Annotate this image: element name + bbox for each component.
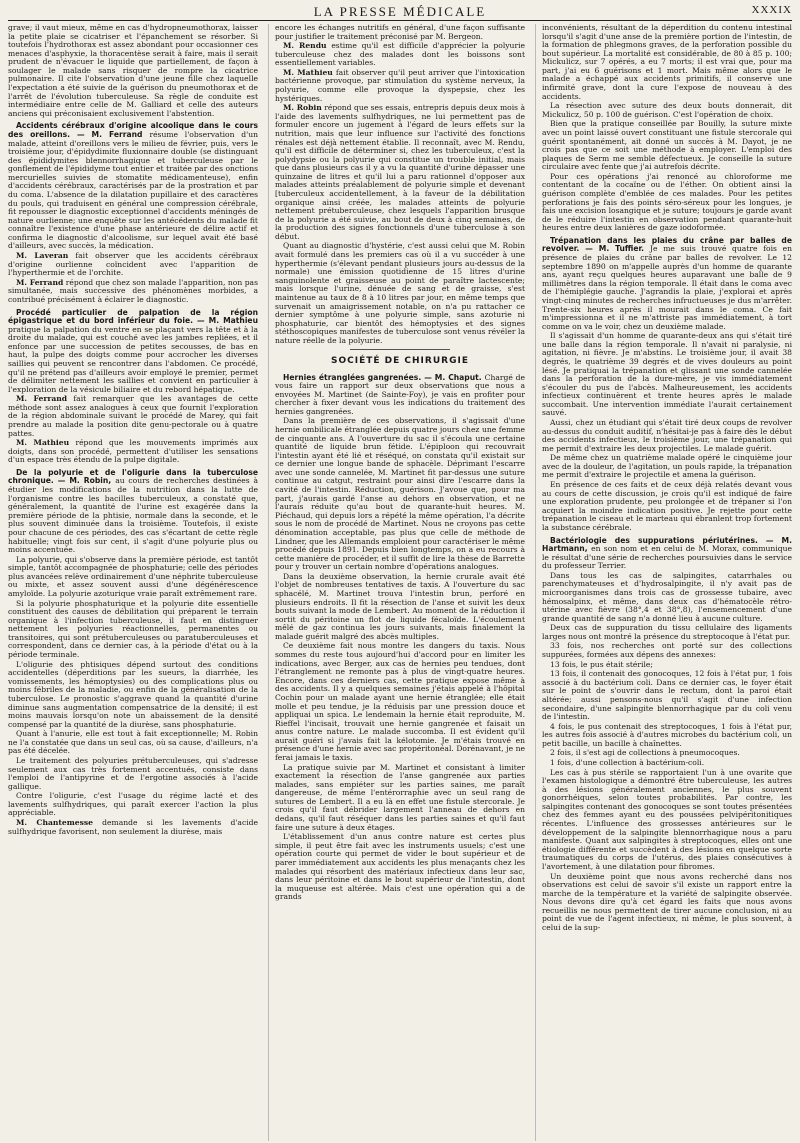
- section-divider: [350, 349, 450, 350]
- paragraph-text: estime qu'il est difficile d'apprécier la polyurie tuberculeuse chez des malades dont les boissons sont essentiellement variables.: [275, 41, 525, 68]
- paragraph: 2 fois, il s'est agi de collections à pneumocoques.: [550, 748, 740, 758]
- author-name: — M. Hartmann,: [542, 535, 792, 554]
- author-name: M. Rendu: [283, 41, 327, 51]
- paragraph: Le traitement des polyuries prétuberculeuses, qui s'adresse seulement aux cas très fortement accentués, consiste dans l'emploi de l'antipyrine et de l'ergotine associés à l'acide gallique.: [8, 755, 258, 791]
- paragraph: La résection avec suture des deux bouts donnerait, dit Mickulicz, 50 p. 100 de guérison. C'est l'opération de choix.: [542, 101, 792, 119]
- article-heading: [8, 469, 258, 555]
- paragraph-text: répond que chez son malade l'apparition, non pas simultanée, mais successive des phénomènes morbides, a contribué précisément à éclairer le diagnostic.: [8, 277, 258, 304]
- paragraph: 13 fois, il contenait des gonocoques, 12 fois à l'état pur, 1 fois associé à du bactérium coli. Dans ce dernier cas, le foyer était sur le point de s'ouvrir dans le rectum, dont la paroi était altérée; aussi pensons-nous qu'il s'agit d'une infection secondaire, d'une salpingite blennorrhagique par du coli venu de l'intestin.: [542, 669, 792, 722]
- article-heading: [275, 374, 525, 417]
- paragraph: [8, 439, 258, 465]
- journal-title: LA PRESSE MÉDICALE: [313, 4, 487, 19]
- column-3: [535, 24, 792, 1141]
- heading-text: Hernies étranglées gangrenées.: [283, 372, 422, 382]
- paragraph: résume l'observation d'un malade, atteint d'oreillons vers le milieu de février, puis, vers le troisième jour, d'épidydimite fluxionnaire double (se distinguant des épididymites blennorrhagique et tuberculeuse par le gonflement de l'épididyme tout entier et traitée par des onctions mercurielles suivies de stomatite médicamenteuse), enfin d'accidents cérébraux, caractérisés par de la prostration et par du coma. L'absence de la dilatation pupillaire et des caractères du pouls, qui traduisent en général une compression cérébrale, fit repousser le diagnostic exceptionnel d'accidents méningés de nature ourlienne; une enquête sur les antécédents du malade fit connaître l'existence d'une phase antérieure de délire actif et confirma le diagnostic d'alcoolisme, sur lequel avait été basé d'ailleurs, avec succès, la médication.: [8, 129, 258, 251]
- heading-text: Procédé particulier de palpation de la région épigastrique et du bord inférieur du foie.: [8, 307, 258, 326]
- paragraph: grave; il vaut mieux, même en cas d'hydropneumothorax, laisser la petite plaie se cicatriser et l'épanchement se résorber. Si toutefois l'hydrothorax est assez abondant pour occasionner ces menaces d'asphyxie, la thoracentèse serait à faire, mais il serait prudent de n'évacuer le liquide que partiellement, de façon à soulager le malade sans risquer de rompre la cicatrice pulmonaire. Il cite l'observation d'une jeune fille chez laquelle l'expectation a été suivie de la guérison du pneumothorax et de l'arrêt de l'évolution tuberculeuse. Sa règle de conduite est intermédiaire entre celle de M. Galliard et celle des auteurs anciens qui préconisaient exclusivement l'abstention.: [8, 24, 258, 118]
- author-name: M. Laveran: [16, 251, 69, 261]
- paragraph: Quant au diagnostic d'hystérie, c'est aussi celui que M. Robin avait formulé dans les premiers cas où il a vu succéder à une hyperthermie (s'élevant pendant plusieurs jours au-dessus de la normale) une émission quotidienne de 15 litres d'urine sanguinolente et graisseuse au point de paraître lactescente; mais lorsque l'urine, dénuée de sang et de graisse, s'est maintenue au taux de 8 à 10 litres par jour, en même temps que survenait un amaigrissement notable, on n'a pu rattacher ce dernier symptôme à une polyurie simple, sans azoturie ni phosphaturie, car bientôt des hémoptysies et des signes stéthoscopiques manifestes de tuberculose sont venus révéler la nature réelle de la polyurie.: [275, 241, 525, 345]
- paragraph: [275, 42, 525, 68]
- paragraph: au cours de recherches destinées à étudier les modifications de la nutrition dans la lutte de l'organisme contre les bacilles tuberculeux, a constaté que, généralement, la quantité de l'urine est exagérée dans la première période de la phtisie, normale dans la seconde, et le plus souvent diminuée dans la troisième. Toutefois, il existe pour chacune de ces périodes, des cas s'écartant de cette règle habituelle; vingt fois sur cent, il s'agit d'une polyurie plus ou moins accentuée.: [8, 476, 258, 555]
- paragraph-text: fait observer qu'il peut arriver que l'intoxication bactérienne provoque, par stimulation du système nerveux, la polyurie, comme elle provoque la dyspepsie, chez les hystériques.: [275, 67, 525, 103]
- author-name: — M. Chaput.: [424, 372, 482, 382]
- paragraph-text: répond que les mouvements imprimés aux doigts, dans son procédé, permettent d'utiliser les sensations d'un espace très étendu de la pulpe digitale.: [8, 438, 258, 465]
- paragraph: encore les échanges nutritifs en général, d'une façon suffisante pour justifier le traitement préconisé par M. Bergeon.: [275, 24, 525, 41]
- author-name: M. Mathieu: [283, 67, 333, 77]
- paragraph: 33 fois, nos recherches ont porté sur des collections suppurées, formées aux dépens des annexes:: [542, 641, 792, 660]
- paragraph: Ce deuxième fait nous montre les dangers du taxis. Nous sommes du reste tous aujourd'hui d'accord pour en limiter les indications, avec Berger, aux cas de hernies peu tendues, dont l'étranglement ne remonte pas à plus de vingt-quatre heures. Encore, dans ces derniers cas, cette pratique expose même à des accidents. Il y a quelques semaines j'étais appelé à l'hôpital Cochin pour un malade ayant une hernie étranglée; elle était molle et peu tendue, je la réduisis par une pression douce et appliquai un spica. Le lendemain la hernie était reproduite, M. Rieffel l'incisait, trouvait une hernie gangrenée et faisait un anus contre nature. Le malade succomba. Il est évident qu'il aurait guéri si j'avais fait la kélotomie. Je m'étais trouvé en présence d'une hernie avec sac propéritonéal. Dorénavant, je ne ferai jamais le taxis.: [275, 641, 525, 762]
- author-name: M. Robin: [283, 103, 322, 113]
- paragraph: [8, 279, 258, 305]
- author-name: — M. Ferrand: [77, 129, 143, 139]
- paragraph: De même chez un quatrième malade opéré le cinquième jour avec de la douleur, de l'agitation, un pouls rapide, la trépanation me permit d'extraire le projectile et amena la guérison.: [542, 453, 792, 480]
- paragraph: inconvénients, résultant de la déperdition du contenu intestinal lorsqu'il s'agit d'une anse de la première portion de l'intestin, de la formation de phlegmons graves, de la perforation possible du bout supérieur. La mortalité est considérable, de 80 à 85 p. 100; Mickulicz, sur 7 opérés, a eu 7 morts; il est vrai que, pour ma part, j'ai eu 6 guérisons et 1 mort. Mais même alors que le malade a échappé aux accidents primitifs, il conserve une infirmité grave, dont la cure l'expose de nouveau à des accidents.: [542, 24, 792, 101]
- article-heading: [8, 122, 258, 251]
- paragraph: Dans la deuxième observation, la hernie crurale avait été l'objet de nombreuses tentatives de taxis. A l'ouverture du sac sphacélé, M. Martinet trouva l'intestin brun, perforé en plusieurs endroits. Il fit la résection de l'anse et suivit les deux bouts suivant la mode de Lembert. Au moment de la réduction il sortit du péritoine un flot de liquide fécaloïde. L'écoulement mêlé de gaz continua les jours suivants, mais finalement la malade guérit malgré des abcès multiples.: [275, 571, 525, 641]
- paragraph: Un deuxième point que nous avons recherché dans nos observations est celui de savoir s'il existe un rapport entre la marche de la température et la variété de salpingite observée. Nous devons dire qu'à cet égard les faits que nous avons recueillis ne nous permettent de tirer aucune conclusion, ni au point de vue de l'agent infectieux, ni même, le plus souvent, à celui de la sup-: [542, 871, 792, 932]
- paragraph: Les cas à pus stérile se rapportaient l'un à une ovarite que l'examen histologique a démontré être tuberculeuse, les autres à des lésions généralement anciennes, le plus souvent gonorrhéiques, selon toutes probabilités. Par contre, les salpingites contenant des gonocoques se sont toutes présentées chez des femmes ayant eu des poussées pelvipéritonitiques récentes. L'influence des grossesses antérieures sur le développement de la salpingite blennorrhagique nous a paru manifeste. Quant aux salpingites à streptocoques, elles ont une étiologie différente et succèdent à des lésions en quelque sorte traumatiques du corps de l'utérus, des plaies consécutives à l'avortement, à une dilatation pour fibromes.: [542, 767, 792, 871]
- paragraph: Si la polyurie phosphaturique et la polyurie dite essentielle constituent des causes de débilitation qui préparent le terrain organique à l'infection tuberculeuse, il faut en distinguer nettement les polyuries réactionnelles, permanentes ou transitoires, qui sont prétuberculeuses ou paratuberculeuses et correspondent, dans ce dernier cas, à la période d'état ou à la période terminale.: [8, 598, 258, 660]
- paragraph: Deux cas de suppuration du tissu cellulaire des ligaments larges nous ont montré la présence du streptocoque à l'état pur.: [542, 623, 792, 641]
- heading-text: De la polyurie et de l'oligurie dans la tuberculose chronique.: [8, 467, 258, 486]
- paragraph: La pratique suivie par M. Martinet et consistant à limiter exactement la résection de l'anse gangrenée aux parties malades, sans empiéter sur les parties saines, me paraît dangereuse, de même l'entérorraphie avec un seul rang de sutures de Lembert. Il a eu là en effet une fistule stercorale. Je crois qu'il faut débrider largement l'anneau de dehors en dedans, qu'il faut réséquer dans les parties saines et qu'il faut faire une suture à deux étages.: [275, 762, 525, 832]
- author-name: — M. Tuffier.: [585, 244, 645, 254]
- paragraph-text: demande si les lavements d'acide sulfhydrique favorisent, non seulement la diurèse, mais: [8, 818, 258, 836]
- section-title: SOCIÉTÉ DE CHIRURGIE: [331, 356, 469, 367]
- author-name: M. Mathieu: [16, 438, 70, 448]
- heading-text: Trépanation dans les plaies du crâne par balles de revolver.: [542, 235, 792, 254]
- author-name: M. Chantemesse: [16, 818, 94, 828]
- paragraph-text: répond que ses essais, entrepris depuis deux mois à l'aide des lavements sulfhydriques, ne lui permettent pas de formuler encore un jugement à l'égard de leurs effets sur la nutrition, mais que leur influence sur l'activité des fonctions rénales est déjà nettement établie. Il reconnaît, avec M. Rendu, qu'il est difficile de déterminer si, chez les tuberculeux, c'est la polydypsie ou la polyurie qui constitue un trouble initial, mais que dans plusieurs cas il y a vu la quantité d'urine dépasser une quinzaine de litres et qu'il lui a paru rationnel d'opposer aux malades atteints préalablement de polyurie simple et devenant [tuberculeux accidentellement, à la faveur de la débilitation organique ainsi créée, les malades atteints de polyurie nettement prétuberculeuse, chez lesquels l'apparition brusque de la polyurie a été suivie, au bout de deux à cinq semaines, de la production des signes fonctionnels d'une tuberculose à son début.: [275, 103, 525, 241]
- paragraph: [8, 252, 258, 278]
- author-name: — M. Mathieu: [197, 316, 258, 326]
- paragraph: en son nom et en celui de M. Morax, communique le résultat d'une série de recherches poursuivies dans le service du professeur Terrier.: [542, 544, 792, 571]
- paragraph: [8, 395, 258, 438]
- paragraph: Dans tous les cas de salpingites, catarrhales ou parenchymateuses et d'hydrosalpingite, il n'y avait pas de microorganismes dans trois cas de grossesse tubaire, avec hémosalpinx, et même, dans deux cas d'hématocèle rétro-utérine avec fièvre (38°,4 et 38°,8), l'ensemencement d'une grande quantité de sang n'a donné lieu à aucune culture.: [542, 570, 792, 623]
- paragraph: [8, 819, 258, 836]
- paragraph: Il s'agissait d'un homme de quarante-deux ans qui s'était tiré une balle dans la région temporale. Il n'avait ni paralysie, ni agitation, ni fièvre. Je m'abstins. Le troisième jour, il avait 38 degrés, le quatrième 39 degrés et de vives douleurs au point lésé. Je pratiquai la trépanation et glissant une sonde cannelée dans la perforation de la dure-mère, je vis immédiatement s'écouler du pus de l'abcès. Malheureusement, les accidents infectieux continuèrent et trente heures après le malade succombait. Une intervention immédiate l'aurait certainement sauvé.: [542, 331, 792, 418]
- paragraph: En présence de ces faits et de ceux déjà relatés devant vous au cours de cette discussion, je crois qu'il est indiqué de faire une exploration prudente, peu prolongée et de trépaner si l'on acquiert la moindre indication positive. Je rejette pour cette trépanation le ciseau et le marteau qui ébranlent trop fortement la substance cérébrale.: [542, 480, 792, 532]
- author-name: M. Ferrand: [16, 277, 64, 287]
- paragraph: Quant à l'anurie, elle est tout à fait exceptionnelle; M. Robin ne l'a constatée que dans un seul cas, où sa cause, d'ailleurs, n'a pas été décelée.: [8, 729, 258, 756]
- page-number: XXXIX: [751, 4, 792, 16]
- paragraph: Contre l'oligurie, c'est l'usage du régime lacté et des lavements sulfhydriques, qui paraît exercer l'action la plus appréciable.: [8, 791, 258, 818]
- paragraph: Chargé de vous faire un rapport sur deux observations que nous a envoyées M. Martinet (de Sainte-Foy), je vais en profiter pour chercher à fixer devant vous les indications du traitement des hernies gangrenées.: [275, 372, 525, 416]
- paragraph: Aussi, chez un étudiant qui s'était tiré deux coups de revolver au-dessus du conduit auditif, n'hésitai-je pas à faire dès le début des accidents infectieux, le troisième jour, une trépanation qui me permit d'extraire les deux projectiles. Le malade guérit.: [542, 418, 792, 453]
- article-heading: [8, 309, 258, 395]
- article-heading: [542, 237, 792, 331]
- paragraph: pratique la palpation du ventre en se plaçant vers la tête et à la droite du malade, qui est couché avec les jambes repliées, et il enfonce par une succession de petites secousses, de bas en haut, la pulpe des doigts comme pour accrocher les diverses saillies qui peuvent se rencontrer dans l'abdomen. Ce procédé, qu'il ne prétend pas d'ailleurs avoir employé le premier, permet de délimiter nettement les saillies et convient en particulier à l'exploration de la vésicule biliaire et du rebord hépatique.: [8, 324, 258, 394]
- author-name: — M. Robin,: [57, 476, 112, 486]
- paragraph: 4 fois, le pus contenait des streptocoques, 1 fois à l'état pur, les autres fois associé à d'autres microbes du bactérium coli, un petit bacille, un bacille à chaînettes.: [542, 721, 792, 748]
- paragraph: [275, 69, 525, 103]
- paragraph: Bien que la pratique conseillée par Bouilly, la suture mixte avec un point laissé ouvert constituant une fistule stercorale qui guérit spontanément, ait donné un succès à M. Dayot, je ne crois pas que ce soit une méthode à employer. L'emploi des plaques de Serm me semble défectueux. Je conseille la suture circulaire avec fente que j'ai autrefois décrite.: [542, 119, 792, 172]
- paragraph: 1 fois, d'une collection à bactérium-coli.: [550, 757, 705, 767]
- article-heading: [542, 537, 792, 571]
- paragraph-text: fait remarquer que les avantages de cette méthode sont assez analogues à ceux que fournit l'exploration de la région abdominale suivant le procédé de Marey, qui fait prendre au malade la position dite genu-pectorale ou à quatre pattes.: [8, 394, 258, 438]
- column-2: [268, 24, 525, 1141]
- paragraph: L'oligurie des phtisiques dépend surtout des conditions accidentelles (déperditions par les sueurs, la diarrhée, les vomissements, les hémoptysies) ou des complications plus ou moins fébriles de la maladie, ou enfin de la généralisation de la tuberculose. Le pronostic s'aggrave quand la quantité d'urine diminue sans augmentation compensatrice de la densité; il est moins mauvais lorsqu'on note un abaissement de la densité compensé par la quantité de la diurèse, sans phosphaturie.: [8, 659, 258, 729]
- masthead: [8, 2, 792, 21]
- author-name: M. Ferrand: [16, 394, 68, 404]
- paragraph-text: fait observer que les accidents cérébraux d'origine ourlienne coïncident avec l'apparition de l'hyperthermie et de l'orchite.: [8, 251, 258, 278]
- heading-text: Bactériologie des suppurations périutérines.: [550, 535, 758, 545]
- paragraph: 13 fois, le pus était stérile;: [550, 659, 653, 669]
- paragraph: La polyurie, qui s'observe dans la première période, est tantôt simple, tantôt accompagnée de phosphaturie; celle des périodes plus avancées relève ordinairement d'une néphrite tuberculeuse ou mixte, et assez souvent aussi d'une dégénérescence amyloïde. La polyurie azoturique vraie paraît extrêmement rare.: [8, 554, 258, 598]
- paragraph: Pour ces opérations j'ai renoncé au chloroforme me contentant de la cocaïne ou de l'éther. On obtient ainsi la guérison complète d'emblée de ces malades. Pour les petites perforations je fais des points séro-séreux pour les longues, je fais une excision losangique et je suture; toujours je garde avant de le réduire l'intestin en observation pendant quarante-huit heures entre deux lanières de gaze iodoformée.: [542, 171, 792, 233]
- paragraph: [275, 104, 525, 241]
- paragraph: Je me suis trouvé quatre fois en présence de plaies du crâne par balles de revolver. Le 12 septembre 1890 on m'appelle auprès d'un homme de quarante ans, ayant reçu quelques heures auparavant une balle de 9 millimètres dans la région temporale. Il était dans le coma avec de l'hémiplégie gauche. J'agrandis la plaie, j'explorai et après vingt-cinq minutes de recherches infructueuses je dus m'arrêter. Trente-six heures après il mourait dans le coma. Ce fait m'impressionna et il ne m'attriste pas immédiatement, à tort comme on va le voir, chez un deuxième malade.: [542, 244, 792, 331]
- paragraph: Dans la première de ces observations, il s'agissait d'une hernie ombilicale étranglée depuis quatre jours chez une femme de cinquante ans. A l'ouverture du sac il s'écoula une certaine quantité de liquide brun fétide. L'épiploon qui recouvrait l'intestin ayant été lié et réséqué, on constata qu'il existait sur ce dernier une longue bande de sphacèle. Déprimant l'escarre avec une sonde cannelée, M. Martinet fit par-dessus une suture continue au catgut, restraint pour ainsi dire l'escarre dans la cavité de l'intestin. Réduction, guérison. J'avoue que, pour ma part, j'aurais gardé l'anse au dehors en observation, et ne l'aurais réduite qu'au bout de quarante-huit heures. M. Piéchaud, qui depuis lors a répété la même opération, l'a décrite sous le nom de procédé de Martinet. Nous ne croyons pas cette dénomination acceptable, pas plus que celle de méthode de Lindner, que les Allemands emploient pour caractériser le même procédé depuis 1891. Depuis bien longtemps, on a eu recours à cette manière de procéder, et il suffit de lire la thèse de Barrette pour y trouver un certain nombre d'opérations analogues.: [275, 416, 525, 572]
- heading-text: Accidents cérébraux d'origine alcoolique dans le cours des oreillons.: [8, 121, 258, 139]
- paragraph: L'établissement d'un anus contre nature est certes plus simple, il peut être fait avec les instruments usuels; c'est une opération courte qui permet de vider le bout supérieur et de parer immédiatement aux accidents les plus menaçants chez les malades qui résorbent des matériaux infectieux dans leur sac, dans leur péritoine et dans le bout supérieur de l'intestin, dont la muqueuse est altérée. Mais c'est une opération qui a de grands: [275, 832, 525, 902]
- column-1: [8, 24, 258, 1141]
- text-columns: [8, 24, 792, 1141]
